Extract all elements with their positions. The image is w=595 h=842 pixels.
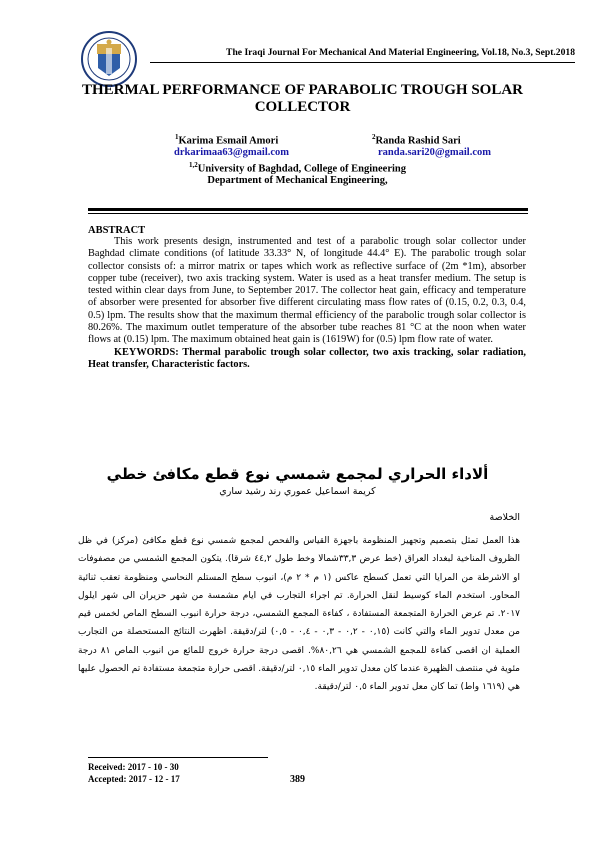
arabic-abstract-heading: الخلاصة <box>489 512 520 523</box>
paper-title: THERMAL PERFORMANCE OF PARABOLIC TROUGH SOLAR COLLECTOR <box>82 82 523 115</box>
affiliation-department: Department of Mechanical Engineering, <box>207 175 388 186</box>
arabic-authors: كريمة اسماعيل عموري رند رشيد ساري <box>219 486 376 497</box>
page-number: 389 <box>290 774 305 785</box>
section-divider-thin <box>88 213 528 214</box>
header-divider <box>150 62 575 63</box>
section-divider-thick <box>88 208 528 211</box>
journal-header: The Iraqi Journal For Mechanical And Material Engineering, Vol.18, No.3, Sept.2018 <box>226 47 575 58</box>
author-2-email[interactable]: randa.sari20@gmail.com <box>378 147 492 158</box>
accepted-date: Accepted: 2017 - 12 - 17 <box>88 774 180 784</box>
author-1: $^1$Karima Esmail Amori <box>175 133 279 147</box>
arabic-abstract-body: هذا العمل تمثل بتصميم وتجهيز المنظومة باجهزة القياس والفحص لمجمع شمسي نوع قطع مكافئ (مركز) في ظل الظروف المناخية لبغداد العراق (خط عرض ٣٣,٣شمالا وخط طول ٤٤,٢ شرقا). يتكون المجمع الشمسي من مصفوفات او الاشرطة من المرايا التي تعمل كسطح عاكس (١ م * ٢ م)، انبوب سطح المستلم النحاسي ومنظومة تعقب ثنائية المحاور. استخدم الماء كوسيط لنقل الحرارة. تم اجراء التجارب في ايام مشمسة من شهر حزيران الى شهر ايلول ٢٠١٧. تم عرض الحرارة المتجمعة المستفادة ، كفاءة المجمع الشمسي، درجة حرارة انبوب السطح الماص لخمس قيم من معدل تدوير الماء والتي كانت (٠,١٥ - ٠,٢ - ٠,٣ - ٠,٤ - ٠,٥) لتر/دقيقة. اظهرت النتائج المستحصلة من التجارب العملية ان اقصى كفاءة للمجمع الشمسي هي ٨٠,٢٦%. اقصى درجة حرارة خروج للمائع من انبوب الماص ٨١ درجة مئوية في منتصف الظهيرة عندما كان معدل تدوير الماء ٠,١٥ لتر/دقيقة. اقصى حرارة متجمعة مستفادة تم الحصول عليها هي (١٦١٩ واط) تما كان معل تدوير الماء ٠,٥ لتر/دقيقة. <box>78 536 521 693</box>
author-1-email[interactable]: drkarimaa63@gmail.com <box>174 147 290 158</box>
arabic-title: ألاداء الحراري لمجمع شمسي نوع قطع مكافئ خطي <box>106 465 489 483</box>
university-seal-icon <box>80 30 138 88</box>
author-2: $^2$Randa Rashid Sari <box>372 133 461 147</box>
abstract-section <box>88 236 526 371</box>
abstract-heading: ABSTRACT <box>88 225 146 236</box>
affiliation-university: $^{1,2}$University of Baghdad, College of Engineering <box>188 161 406 175</box>
keywords: KEYWORDS: Thermal parabolic trough solar collector, two axis tracking, solar radiation, Heat transfer, Characteristic factors. <box>88 346 526 370</box>
footer-divider <box>88 757 268 758</box>
abstract-body: This work presents design, instrumented and test of a parabolic trough solar collector under Baghdad climate conditions (of latitude 33.33° N, of longitude 44.4° E). The parabolic trough solar collector consists of: a mirror matrix or tapes which work as reflective surface of (2m *1m), absorber copper tube (receiver), two axis tracking system. Water is used as a heat transfer medium. The setup is tested within clear days from June, to September 2017. The collector heat gain, efficacy and temperature of absorber were presented for absorber five different circulating mass flow rates of (0.15, 0.2, 0.3, 0.4, 0.5) lpm. The results show that the maximum thermal efficiency of the parabolic trough solar collector is 80.26%. The maximum outlet temperature of the absorber tube reaches 81 °C at the noon when water flows at (0.15) lpm. The maximum obtained heat gain is (1619W) for (0.5) lpm flow rate of water. <box>88 236 526 346</box>
received-date: Received: 2017 - 10 - 30 <box>88 762 179 772</box>
